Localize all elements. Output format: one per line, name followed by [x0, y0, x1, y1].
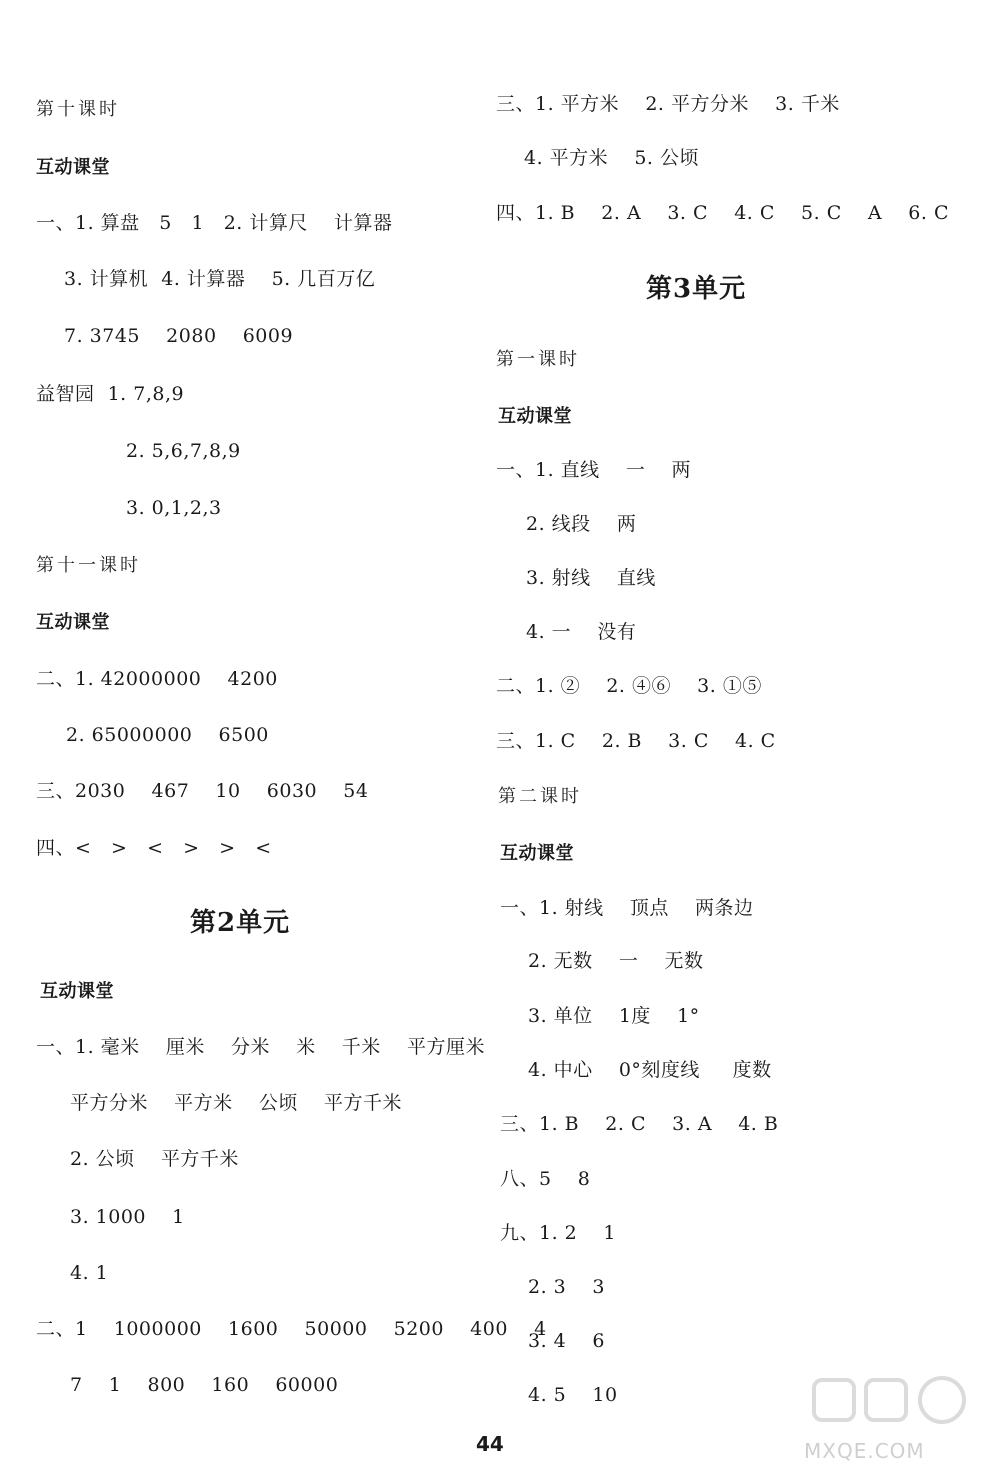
unit-2-title: 第2单元 [190, 908, 291, 938]
answer-line: 2. 线段 两 [526, 513, 637, 535]
answer-line: 平方分米 平方米 公顷 平方千米 [70, 1092, 402, 1114]
answer-line: 一、1. 直线 一 两 [496, 459, 691, 481]
answer-line: 二、1. 42000000 4200 [36, 668, 278, 690]
answer-line: 益智园 1. 7,8,9 [36, 383, 185, 405]
answer-line: 4. 一 没有 [526, 621, 637, 643]
answer-line: 2. 65000000 6500 [66, 724, 269, 746]
answer-line: 2. 3 3 [528, 1276, 606, 1298]
answer-line: 4. 中心 0°刻度线 度数 [528, 1059, 772, 1081]
answer-line: 3. 射线 直线 [526, 567, 656, 589]
answer-line: 2. 无数 一 无数 [528, 950, 704, 972]
watermark-graphic-icon [804, 1368, 984, 1438]
section-heading: 互动课堂 [40, 981, 114, 1002]
answer-line: 3. 0,1,2,3 [126, 497, 222, 519]
answer-line: 三、1. B 2. C 3. A 4. B [500, 1113, 779, 1135]
answer-line: 四、1. B 2. A 3. C 4. C 5. C A 6. C [496, 202, 950, 224]
answer-line: 一、1. 毫米 厘米 分米 米 千米 平方厘米 [36, 1036, 485, 1058]
answer-line: 7. 3745 2080 6009 [64, 325, 294, 347]
answer-line: 2. 公顷 平方千米 [70, 1148, 239, 1170]
unit-3-title: 第3单元 [646, 274, 747, 304]
answer-line: 4. 5 10 [528, 1384, 618, 1406]
answer-line: 一、1. 射线 顶点 两条边 [500, 897, 754, 919]
answer-line: 3. 1000 1 [70, 1206, 185, 1228]
answer-line: 3. 4 6 [528, 1330, 606, 1352]
watermark-logo [804, 1368, 984, 1463]
answer-line: 三、1. 平方米 2. 平方分米 3. 千米 [496, 93, 840, 115]
answer-line: 三、2030 467 10 6030 54 [36, 780, 369, 802]
section-heading: 互动课堂 [500, 843, 574, 864]
lesson-1-title: 第一课时 [496, 349, 580, 370]
answer-line: 四、< > < > > < [36, 837, 272, 859]
section-heading: 互动课堂 [498, 406, 572, 427]
section-heading: 互动课堂 [36, 612, 110, 633]
answer-line: 二、1. ② 2. ④⑥ 3. ①⑤ [496, 675, 762, 697]
answer-line: 7 1 800 160 60000 [70, 1374, 339, 1396]
lesson-11-title: 第十一课时 [36, 555, 141, 576]
section-heading: 互动课堂 [36, 157, 110, 178]
lesson-2-title: 第二课时 [498, 786, 582, 807]
lesson-10-title: 第十课时 [36, 99, 120, 120]
answer-line: 三、1. C 2. B 3. C 4. C [496, 730, 776, 752]
answer-line: 3. 计算机 4. 计算器 5. 几百万亿 [64, 268, 376, 290]
answer-line: 2. 5,6,7,8,9 [126, 440, 241, 462]
answer-line: 3. 单位 1度 1° [528, 1005, 700, 1027]
answer-line: 4. 平方米 5. 公顷 [524, 147, 699, 169]
answer-line: 八、5 8 [500, 1168, 591, 1190]
watermark-text: MXQE.COM [804, 1439, 925, 1463]
answer-line: 九、1. 2 1 [500, 1222, 617, 1244]
page-number: 44 [476, 1432, 504, 1456]
answer-line: 一、1. 算盘 5 1 2. 计算尺 计算器 [36, 212, 393, 234]
answer-line: 二、1 1000000 1600 50000 5200 400 4 [36, 1318, 547, 1340]
answer-line: 4. 1 [70, 1262, 109, 1284]
